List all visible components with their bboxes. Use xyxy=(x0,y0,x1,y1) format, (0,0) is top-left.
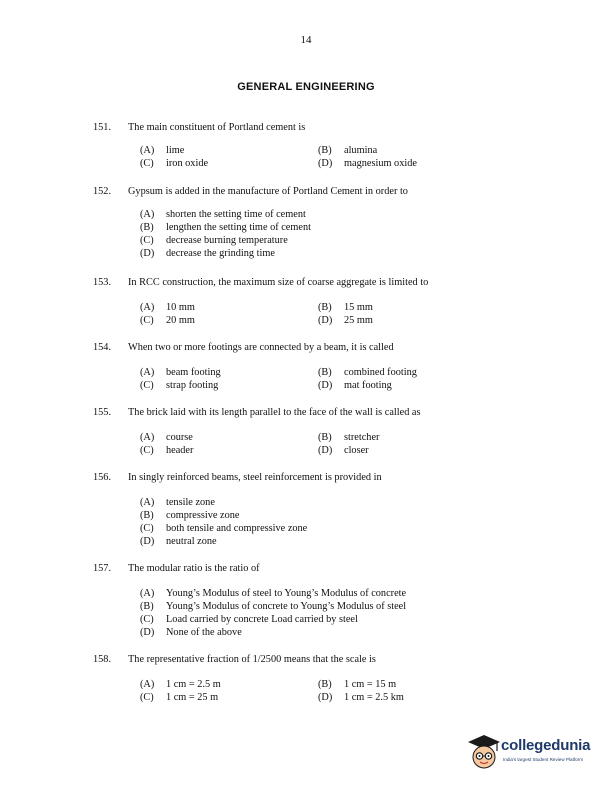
option-d: (D) neutral zone xyxy=(140,536,217,547)
option-a: (A) lime xyxy=(140,145,185,156)
question-number: 154. xyxy=(93,342,112,353)
question-152 xyxy=(93,186,563,260)
option-a: (A) course xyxy=(140,432,193,443)
option-b: (B) alumina xyxy=(318,145,378,156)
question-text: The brick laid with its length parallel to the face of the wall is called as xyxy=(128,407,421,418)
option-a: (A) tensile zone xyxy=(140,497,215,508)
question-text: When two or more footings are connected by a beam, it is called xyxy=(128,342,394,353)
question-156 xyxy=(93,472,563,548)
option-c: (C) decrease burning temperature xyxy=(140,235,288,246)
option-c: (C) 20 mm xyxy=(140,315,195,326)
question-text: The main constituent of Portland cement is xyxy=(128,122,306,133)
question-153 xyxy=(93,277,563,327)
question-text: Gypsum is added in the manufacture of Portland Cement in order to xyxy=(128,186,408,197)
question-154 xyxy=(93,342,563,392)
question-number: 155. xyxy=(93,407,112,418)
question-number: 152. xyxy=(93,186,112,197)
option-a: (A) 10 mm xyxy=(140,302,195,313)
option-a: (A) 1 cm = 2.5 m xyxy=(140,679,221,690)
question-text: In RCC construction, the maximum size of coarse aggregate is limited to xyxy=(128,277,429,288)
question-157 xyxy=(93,563,563,639)
option-c: (C) 1 cm = 25 m xyxy=(140,692,219,703)
question-text: The representative fraction of 1/2500 means that the scale is xyxy=(128,654,376,665)
option-d: (D) mat footing xyxy=(318,380,392,391)
question-number: 151. xyxy=(93,122,112,133)
option-b: (B) stretcher xyxy=(318,432,380,443)
option-c: (C) header xyxy=(140,445,194,456)
option-c: (C) strap footing xyxy=(140,380,219,391)
option-c: (C) iron oxide xyxy=(140,158,209,169)
option-d: (D) 25 mm xyxy=(318,315,373,326)
question-number: 158. xyxy=(93,654,112,665)
option-a: (A) Young’s Modulus of steel to Young’s Modulus of concrete xyxy=(140,588,407,599)
logo-tagline: India's largest Student Review Platform xyxy=(503,757,584,762)
question-155 xyxy=(93,407,563,457)
question-158 xyxy=(93,654,563,704)
option-b: (B) 1 cm = 15 m xyxy=(318,679,397,690)
option-a: (A) beam footing xyxy=(140,367,221,378)
question-text: The modular ratio is the ratio of xyxy=(128,563,260,574)
option-d: (D) closer xyxy=(318,445,369,456)
option-a: (A) shorten the setting time of cement xyxy=(140,209,306,220)
option-b: (B) lengthen the setting time of cement xyxy=(140,222,311,233)
option-c: (C) Load carried by concrete Load carried by steel xyxy=(140,614,358,625)
section-heading: GENERAL ENGINEERING xyxy=(237,81,375,93)
logo-brand: collegedunia xyxy=(501,737,591,754)
option-d: (D) None of the above xyxy=(140,627,242,638)
option-b: (B) compressive zone xyxy=(140,510,240,521)
question-text: In singly reinforced beams, steel reinforcement is provided in xyxy=(128,472,382,483)
question-number: 156. xyxy=(93,472,112,483)
graduate-mascot-icon xyxy=(466,733,502,771)
collegedunia-logo xyxy=(466,733,606,773)
page-number: 14 xyxy=(300,34,312,46)
option-b: (B) 15 mm xyxy=(318,302,373,313)
option-d: (D) magnesium oxide xyxy=(318,158,417,169)
question-number: 157. xyxy=(93,563,112,574)
option-d: (D) 1 cm = 2.5 km xyxy=(318,692,404,703)
question-number: 153. xyxy=(93,277,112,288)
question-151 xyxy=(93,122,563,170)
option-d: (D) decrease the grinding time xyxy=(140,248,275,259)
option-b: (B) combined footing xyxy=(318,367,417,378)
option-c: (C) both tensile and compressive zone xyxy=(140,523,308,534)
option-b: (B) Young’s Modulus of concrete to Young’s Modulus of steel xyxy=(140,601,407,612)
